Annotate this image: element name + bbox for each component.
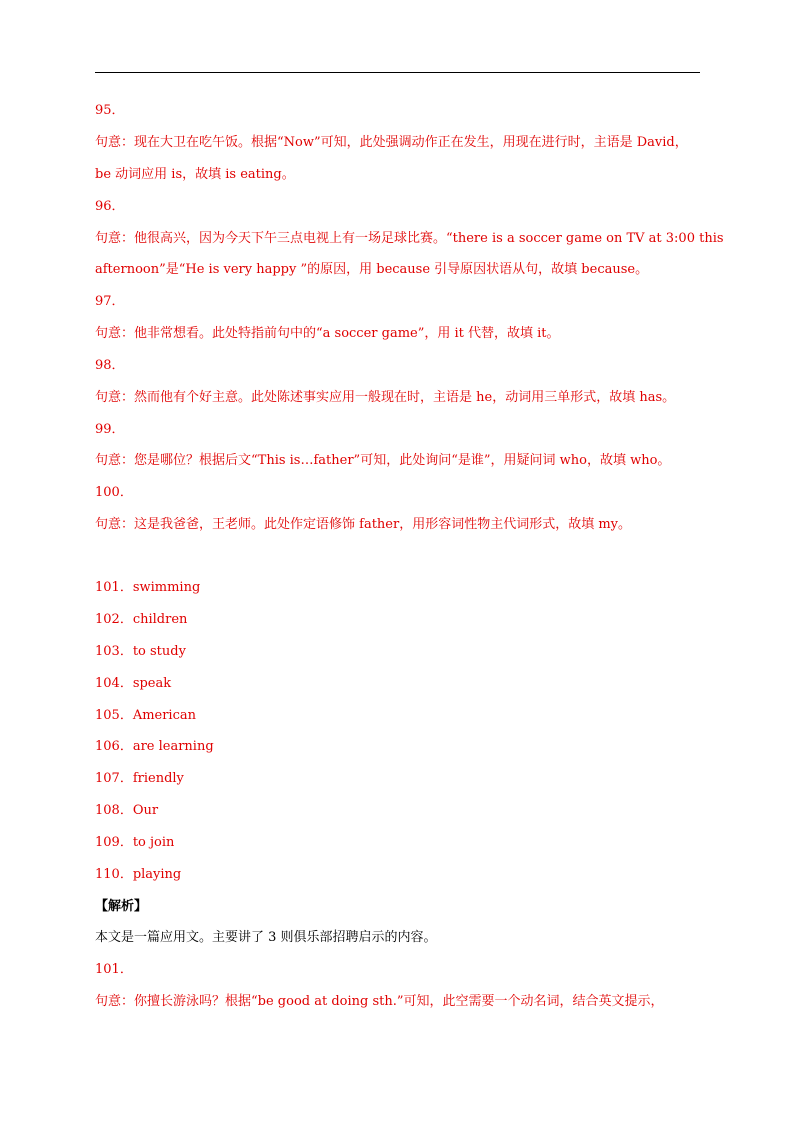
explanation-text: afternoon”是“He is very happy ”的原因，用 because 引导原因状语从句，故填 because。 bbox=[95, 262, 649, 277]
answer-item: 107．friendly bbox=[95, 771, 184, 786]
answer-item: 108．Our bbox=[95, 803, 159, 818]
item-number: 95． bbox=[95, 103, 125, 118]
explanation-text: 句意：现在大卫在吃午饭。根据“Now”可知，此处强调动作正在发生，用现在进行时，主语是 David， bbox=[95, 135, 688, 150]
answer-item: 106．are learning bbox=[95, 739, 214, 754]
answer-item: 104．speak bbox=[95, 676, 172, 691]
answer-item: 102．children bbox=[95, 612, 188, 627]
explanation-text: 句意：他很高兴，因为今天下午三点电视上有一场足球比赛。“there is a soccer game on TV at 3:00 this bbox=[95, 231, 724, 246]
answer-item: 109．to join bbox=[95, 835, 175, 850]
explanation-text: 句意：你擅长游泳吗？根据“be good at doing sth.”可知，此空需要一个动名词，结合英文提示， bbox=[95, 994, 664, 1009]
explanation-text: 句意：您是哪位？根据后文“This is…father”可知，此处询问“是谁”，用疑问词 who，故填 who。 bbox=[95, 453, 671, 468]
explanation-text: be 动词应用 is，故填 is eating。 bbox=[95, 167, 295, 182]
analysis-heading: 【解析】 bbox=[95, 899, 148, 914]
analysis-intro: 本文是一篇应用文。主要讲了 3 则俱乐部招聘启示的内容。 bbox=[95, 930, 437, 945]
answer-item: 105．American bbox=[95, 708, 196, 723]
answer-item: 101．swimming bbox=[95, 580, 201, 595]
explanation-text: 句意：他非常想看。此处特指前句中的“a soccer game”，用 it 代替，故填 it。 bbox=[95, 326, 560, 341]
explanation-text: 句意：这是我爸爸，王老师。此处作定语修饰 father，用形容词性物主代词形式，故填 my。 bbox=[95, 517, 632, 532]
item-number: 101． bbox=[95, 962, 133, 977]
item-number: 97． bbox=[95, 294, 125, 309]
item-number: 98． bbox=[95, 358, 125, 373]
explanation-text: 句意：然而他有个好主意。此处陈述事实应用一般现在时，主语是 he，动词用三单形式，故填 has。 bbox=[95, 390, 676, 405]
item-number: 96． bbox=[95, 199, 125, 214]
answer-item: 110．playing bbox=[95, 867, 182, 882]
header-rule bbox=[95, 72, 700, 73]
item-number: 100． bbox=[95, 485, 133, 500]
answer-item: 103．to study bbox=[95, 644, 186, 659]
item-number: 99． bbox=[95, 422, 125, 437]
